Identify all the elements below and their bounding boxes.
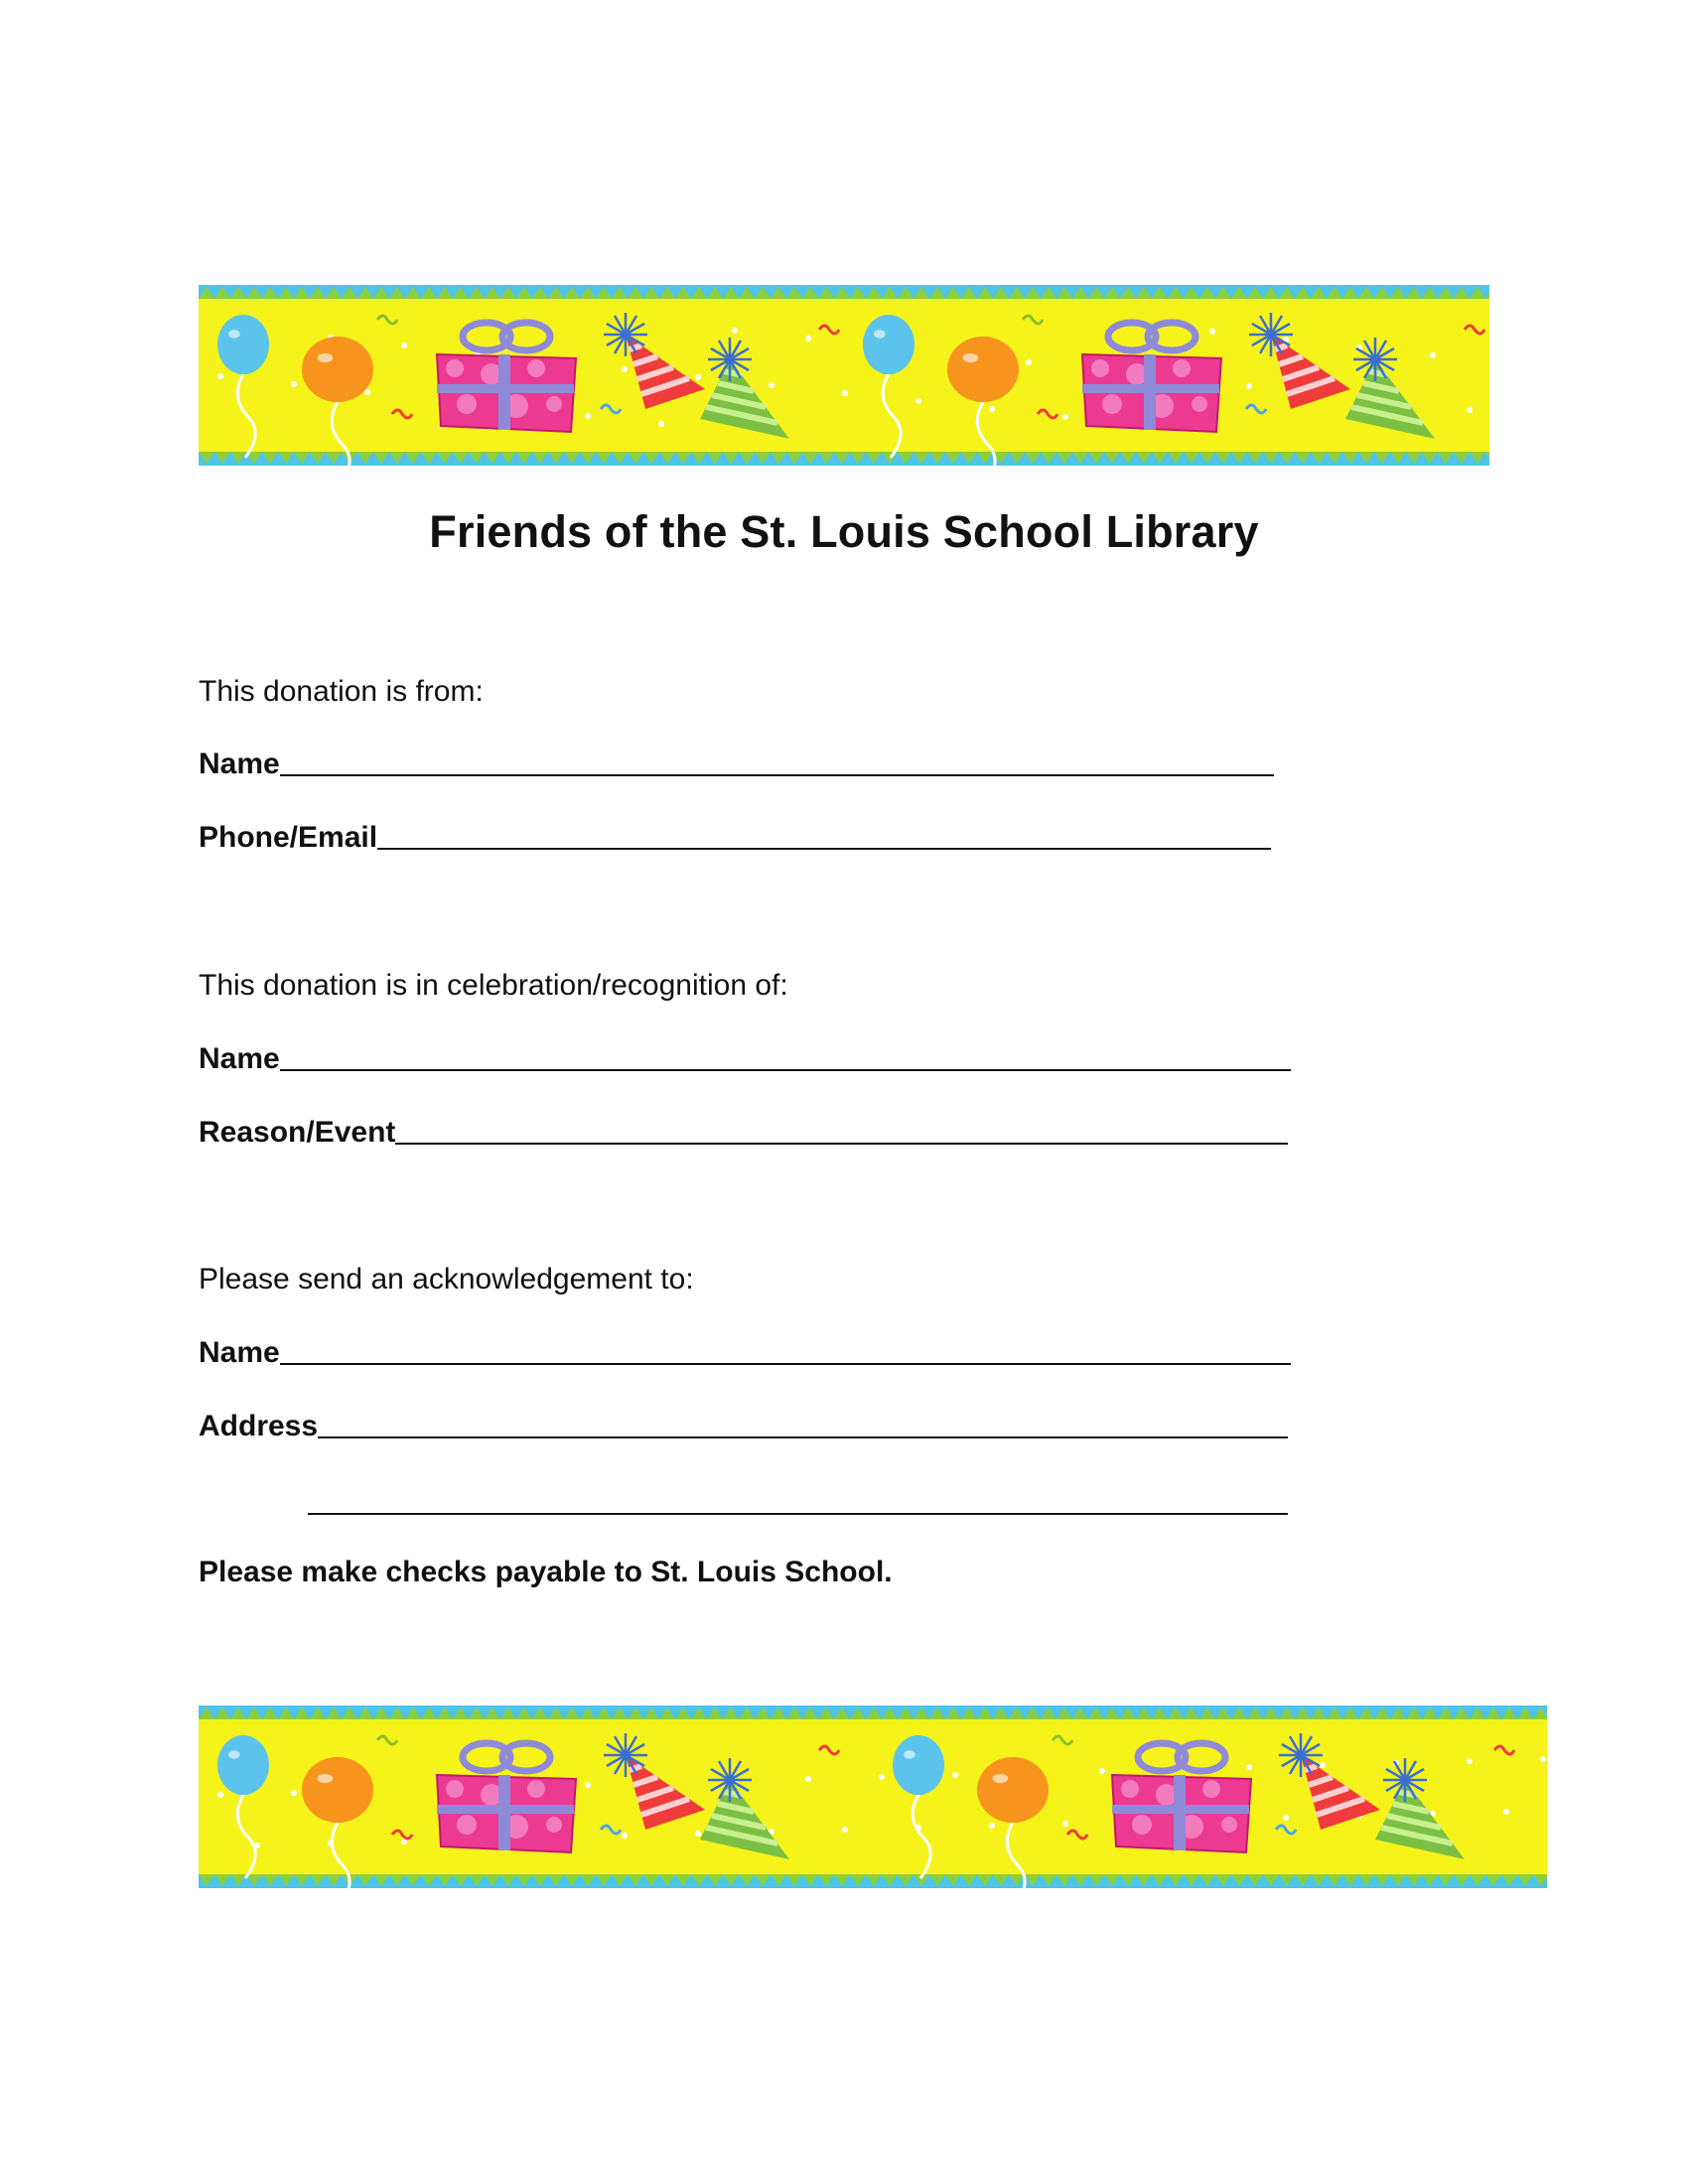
confetti-icon — [1465, 326, 1484, 334]
confetti-icon — [1067, 1831, 1087, 1839]
page-title: Friends of the St. Louis School Library — [429, 506, 1259, 557]
donor-name-label: Name — [199, 748, 280, 780]
recipient-name-field[interactable] — [199, 1335, 1291, 1371]
balloon-icon — [217, 1735, 269, 1878]
confetti-icon — [819, 1746, 839, 1754]
gift-icon — [437, 323, 576, 432]
top-party-banner — [199, 285, 1489, 466]
confetti-icon — [1053, 1736, 1072, 1744]
donor-phone-email-line[interactable] — [377, 848, 1271, 850]
party-hat-icon — [1375, 1758, 1465, 1859]
balloon-icon — [977, 1757, 1049, 1888]
balloon-icon — [893, 1735, 944, 1878]
reason-event-line[interactable] — [395, 1143, 1288, 1145]
party-hat-icon — [604, 313, 705, 409]
confetti-icon — [1494, 1746, 1514, 1754]
confetti-icon — [601, 405, 621, 413]
recipient-address-line[interactable] — [318, 1436, 1288, 1438]
recipient-address-label: Address — [199, 1410, 319, 1442]
party-hat-icon — [700, 338, 789, 439]
gift-icon — [1082, 323, 1221, 432]
donor-name-line[interactable] — [280, 774, 1274, 776]
confetti-icon — [1023, 316, 1043, 324]
confetti-icon — [377, 1736, 397, 1744]
party-hat-icon — [1279, 1733, 1380, 1830]
honoree-name-label: Name — [199, 1042, 280, 1075]
celebration-intro: This donation is in celebration/recognition of: — [199, 969, 788, 1002]
reason-event-label: Reason/Event — [199, 1116, 396, 1149]
confetti-icon — [819, 326, 839, 334]
confetti-icon — [392, 410, 412, 418]
balloon-icon — [217, 315, 269, 458]
recipient-name-line[interactable] — [280, 1363, 1291, 1365]
reason-event-field[interactable] — [199, 1115, 1288, 1151]
party-hat-icon — [1345, 338, 1435, 439]
recipient-address-line-2[interactable] — [308, 1513, 1288, 1515]
gift-icon — [437, 1743, 576, 1852]
donor-name-field[interactable] — [199, 747, 1274, 782]
confetti-icon — [601, 1826, 621, 1834]
gift-icon — [1112, 1743, 1251, 1852]
balloon-icon — [302, 1757, 373, 1888]
recipient-name-label: Name — [199, 1336, 280, 1369]
honoree-name-line[interactable] — [280, 1069, 1291, 1071]
confetti-icon — [392, 1831, 412, 1839]
confetti-icon — [1038, 410, 1057, 418]
bottom-party-banner — [199, 1706, 1547, 1888]
donor-phone-email-label: Phone/Email — [199, 821, 378, 854]
balloon-icon — [947, 337, 1019, 466]
party-hat-icon — [1249, 313, 1350, 409]
donor-intro: This donation is from: — [199, 675, 484, 708]
confetti-icon — [377, 316, 397, 324]
donor-phone-email-field[interactable] — [199, 820, 1271, 856]
balloon-icon — [302, 337, 373, 466]
confetti-icon — [1246, 405, 1266, 413]
party-hat-icon — [604, 1733, 705, 1830]
party-hat-icon — [700, 1758, 789, 1859]
honoree-name-field[interactable] — [199, 1041, 1291, 1077]
checks-payable-note: Please make checks payable to St. Louis School. — [199, 1556, 893, 1588]
acknowledgement-intro: Please send an acknowledgement to: — [199, 1263, 694, 1296]
confetti-icon — [1276, 1826, 1296, 1834]
recipient-address-field[interactable] — [199, 1409, 1288, 1444]
balloon-icon — [863, 315, 914, 458]
